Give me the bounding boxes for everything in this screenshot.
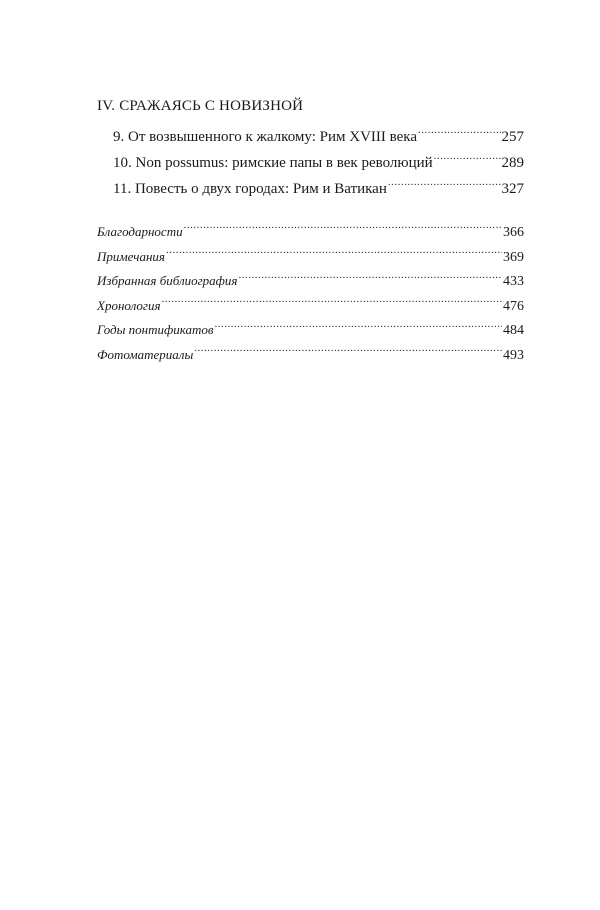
- toc-entry-page-number: 289: [501, 155, 524, 171]
- toc-entry-title: Избранная библиография: [97, 273, 238, 289]
- part-heading: IV. СРАЖАЯСЬ С НОВИЗНОЙ: [97, 98, 304, 114]
- toc-entry-page-number: 433: [503, 274, 524, 290]
- toc-entry-acknowledgements[interactable]: [97, 220, 524, 245]
- toc-entry-page-number: 327: [501, 181, 524, 197]
- toc-entry-page-number: 257: [501, 129, 524, 145]
- toc-entry-page-number: 484: [503, 323, 524, 339]
- toc-entry-title: Примечания: [97, 248, 165, 264]
- dot-leader: [388, 178, 501, 193]
- toc-entry-photo-materials[interactable]: [97, 343, 524, 368]
- dot-leader: [238, 272, 502, 285]
- toc-entry-title: 11. Повесть о двух городах: Рим и Ватикан: [113, 181, 387, 197]
- toc-entry-page-number: 476: [503, 298, 524, 314]
- dot-leader: [434, 152, 501, 167]
- toc-entry-title: Благодарности: [97, 224, 183, 239]
- toc-entry-page-number: 366: [503, 225, 524, 240]
- dot-leader: [162, 297, 502, 310]
- toc-entry-pontificates[interactable]: [97, 318, 524, 343]
- toc-entry-chapter-10[interactable]: [113, 150, 524, 176]
- dot-leader: [215, 321, 502, 334]
- toc-entry-chronology[interactable]: [97, 294, 524, 319]
- dot-leader: [418, 126, 500, 141]
- toc-entry-title: 9. От возвышенного к жалкому: Рим XVIII века: [113, 129, 418, 145]
- back-matter-list: [97, 220, 524, 368]
- toc-entry-title: Хронология: [97, 297, 161, 313]
- toc-entry-chapter-9[interactable]: [113, 124, 524, 150]
- toc-entry-bibliography[interactable]: [97, 269, 524, 294]
- toc-entry-page-number: 369: [503, 249, 524, 265]
- toc-entry-title: Фотоматериалы: [97, 346, 194, 362]
- toc-entry-title: Годы понтификатов: [97, 322, 214, 338]
- toc-entry-page-number: 493: [503, 347, 524, 363]
- dot-leader: [184, 223, 502, 236]
- dot-leader: [194, 346, 502, 359]
- toc-entry-chapter-11[interactable]: [113, 176, 524, 202]
- toc-entry-notes[interactable]: [97, 245, 524, 270]
- toc-entry-title: 10. Non possumus: римские папы в век революций: [113, 155, 433, 171]
- dot-leader: [166, 248, 502, 261]
- chapter-list: [113, 124, 524, 202]
